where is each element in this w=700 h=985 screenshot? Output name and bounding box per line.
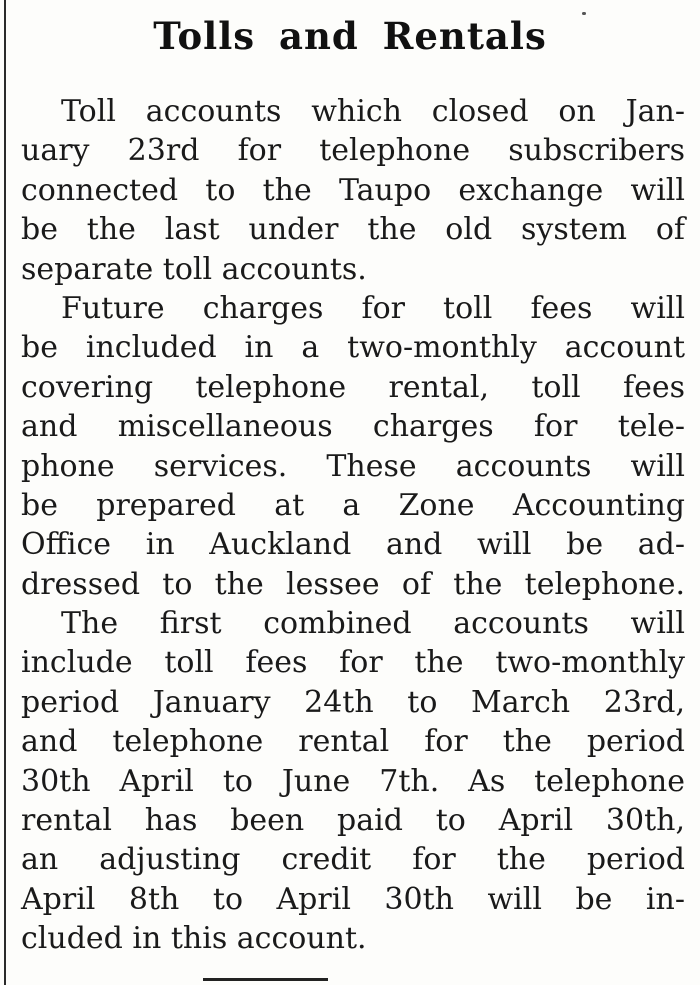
- headline: Tolls and Rentals: [153, 14, 547, 58]
- article-line: be prepared at a Zone Accounting: [21, 487, 685, 523]
- article-line: 30th April to June 7th. As telephone: [21, 763, 685, 799]
- article-line: be the last under the old system of: [21, 212, 685, 248]
- article-line: connected to the Taupo exchange will: [21, 172, 685, 208]
- column-rule: [4, 0, 6, 985]
- article-line: Office in Auckland and will be ad-: [21, 527, 685, 563]
- article-line: dressed to the lessee of the telephone.: [21, 566, 685, 602]
- article-line: and telephone rental for the period: [21, 724, 685, 760]
- article-line: period January 24th to March 23rd,: [21, 684, 685, 720]
- article-line: Toll accounts which closed on Jan-: [61, 94, 685, 129]
- article-line: cluded in this account.: [21, 921, 367, 957]
- article-line: an adjusting credit for the period: [21, 842, 685, 878]
- article-line: uary 23rd for telephone subscribers: [21, 133, 685, 169]
- article-line: Future charges for toll fees will: [61, 290, 685, 326]
- article-line: The first combined accounts will: [61, 606, 685, 642]
- end-rule: [203, 978, 328, 981]
- article-line: and miscellaneous charges for tele-: [21, 409, 685, 445]
- article-body: [21, 92, 685, 959]
- article-line: separate toll accounts.: [21, 251, 367, 287]
- article-line: rental has been paid to April 30th,: [21, 803, 685, 839]
- article-line: phone services. These accounts will: [21, 448, 685, 484]
- article-line: include toll fees for the two-monthly: [21, 645, 685, 681]
- article-line: be included in a two-monthly account: [21, 330, 685, 366]
- article-line: April 8th to April 30th will be in-: [21, 881, 685, 917]
- article-line: covering telephone rental, toll fees: [21, 369, 685, 405]
